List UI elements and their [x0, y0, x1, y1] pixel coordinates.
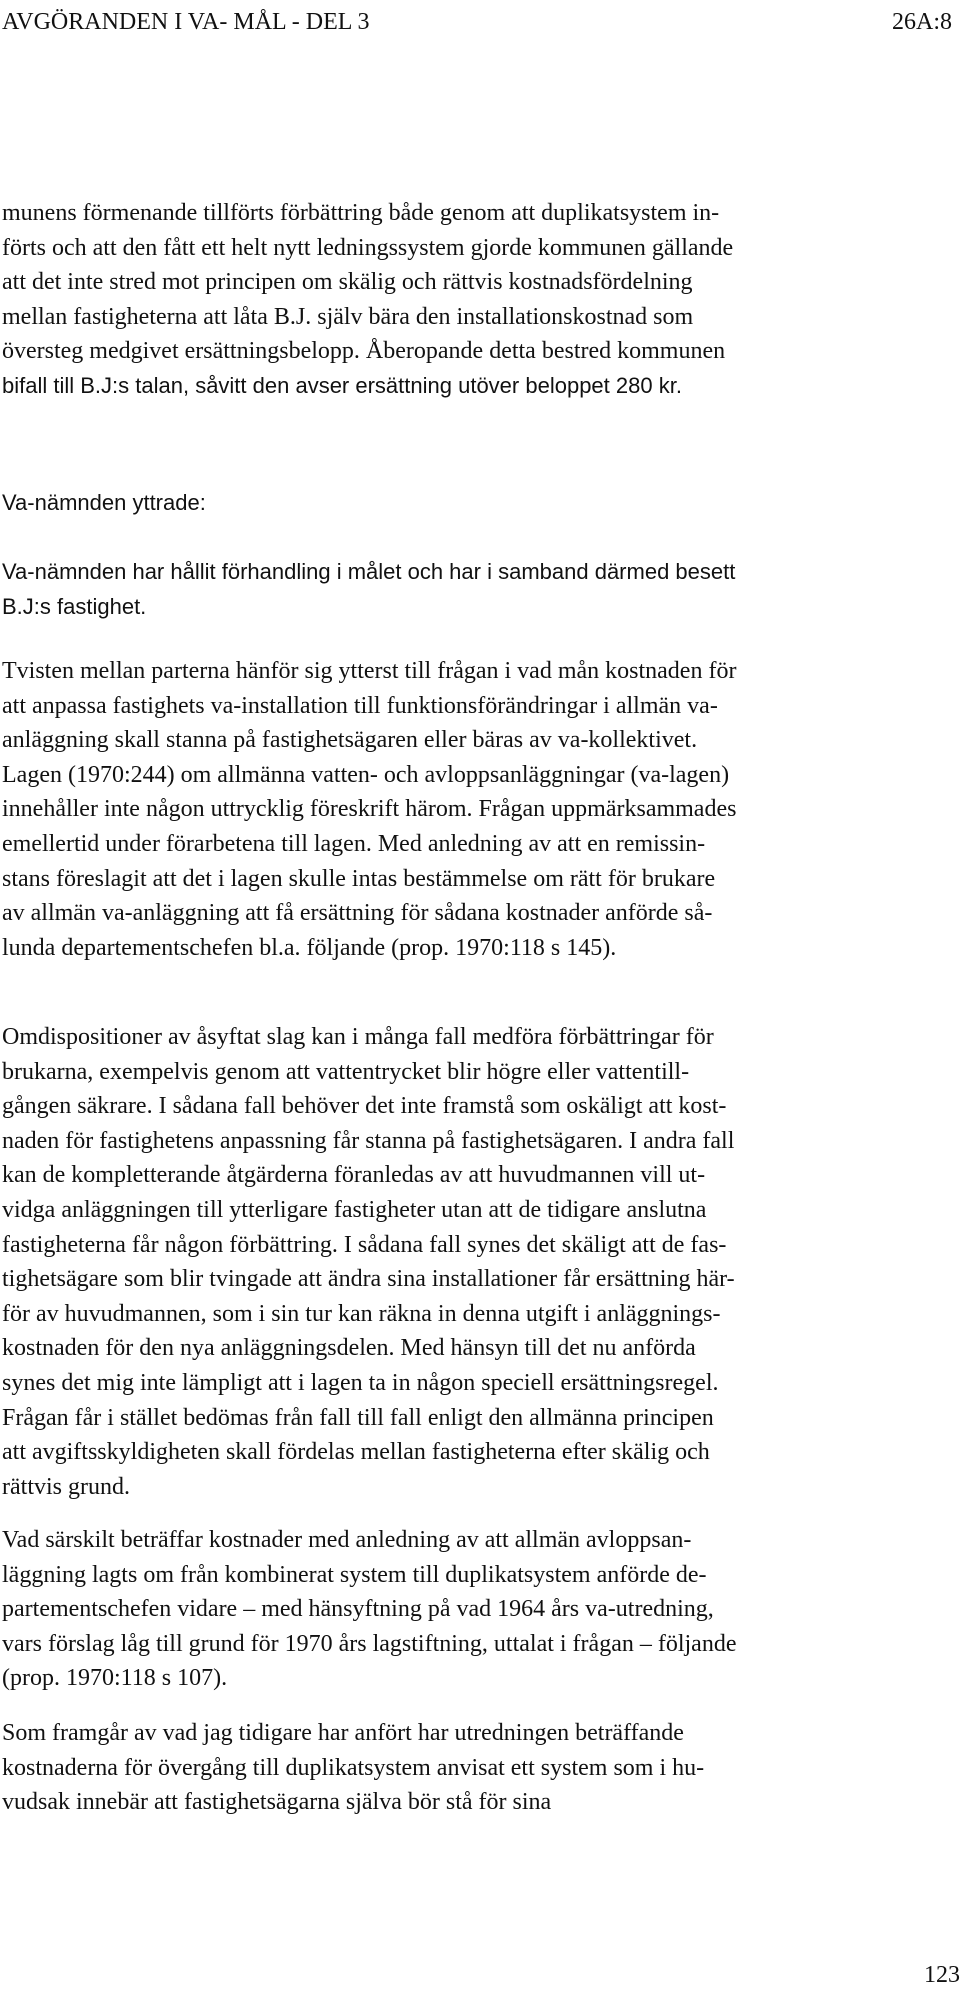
text-line: Va-nämnden har hållit förhandling i målet och har i samband därmed besett — [2, 559, 736, 584]
paragraph-6 — [2, 1716, 948, 1820]
text-line: att anpassa fastighets va-installation till funktionsförändringar i allmän va- — [2, 692, 718, 719]
text-line: kan de kompletterande åtgärderna föranledas av att huvudmannen vill ut- — [2, 1162, 706, 1189]
text-line: Tvisten mellan parterna hänför sig ytterst till frågan i vad mån kostnaden för — [2, 658, 737, 684]
paragraph-3 — [2, 654, 948, 965]
running-title: AVGÖRANDEN I VA- MÅL - DEL 3 — [2, 9, 370, 35]
page-header — [0, 4, 952, 40]
text-line: rättvis grund. — [2, 1473, 130, 1500]
text-line: vudsak innebär att fastighetsägarna själva bör stå för sina — [2, 1789, 552, 1816]
text-line: gången säkrare. I sådana fall behöver det inte framstå som oskäligt att kost- — [2, 1093, 727, 1120]
text-line: Lagen (1970:244) om allmänna vatten- och avloppsanläggningar (va-lagen) — [2, 761, 730, 788]
text-line: att avgiftsskyldigheten skall fördelas mellan fastigheterna efter skälig och — [2, 1439, 710, 1466]
text-line: Frågan får i stället bedömas från fall till fall enligt den allmänna principen — [2, 1404, 714, 1431]
text-line: emellertid under förarbetena till lagen. Med anledning av att en remissin- — [2, 830, 706, 857]
text-line: tighetsägare som blir tvingade att ändra sina installationer får ersättning här- — [2, 1266, 735, 1293]
text-line: munens förmenande tillförts förbättring både genom att duplikatsystem in- — [2, 200, 720, 226]
text-line: av allmän va-anläggning att få ersättning för sådana kostnader anförde så- — [2, 900, 713, 927]
text-line: partementschefen vidare – med hänsyftning på vad 1964 års va-utredning, — [2, 1596, 714, 1623]
paragraph-1 — [2, 196, 948, 404]
paragraph-4-quotation — [2, 1020, 948, 1504]
text-line: kostnaden för den nya anläggningsdelen. Med hänsyn till det nu anförda — [2, 1335, 696, 1362]
text-line: innehåller inte någon uttrycklig föreskrift härom. Frågan uppmärksammades — [2, 796, 737, 823]
text-line: stans föreslagit att det i lagen skulle intas bestämmelse om rätt för brukare — [2, 865, 716, 892]
text-line: brukarna, exempelvis genom att vattentrycket blir högre eller vattentill- — [2, 1058, 690, 1085]
text-line: Som framgår av vad jag tidigare har anfört har utredningen beträffande — [2, 1720, 684, 1746]
text-line: för av huvudmannen, som i sin tur kan räkna in denna utgift i anläggnings- — [2, 1300, 721, 1327]
text-line: (prop. 1970:118 s 107). — [2, 1665, 228, 1692]
text-line: kostnaderna för övergång till duplikatsystem anvisat ett system som i hu- — [2, 1754, 705, 1781]
text-line: mellan fastigheterna att låta B.J. själv bära den installationskostnad som — [2, 303, 694, 330]
text-line: anläggning skall stanna på fastighetsägaren eller bäras av va-kollektivet. — [2, 727, 698, 754]
text-line: fastigheterna får någon förbättring. I sådana fall synes det skäligt att de fas- — [2, 1231, 727, 1258]
text-line: läggning lagts om från kombinerat system till duplikatsystem anförde de- — [2, 1561, 707, 1588]
text-line: lunda departementschefen bl.a. följande (prop. 1970:118 s 145). — [2, 934, 617, 961]
text-line: bifall till B.J:s talan, såvitt den avser ersättning utöver beloppet 280 kr. — [2, 372, 682, 398]
text-line: naden för fastighetens anpassning får stanna på fastighetsägaren. I andra fall — [2, 1127, 735, 1154]
text-line: att det inte stred mot principen om skälig och rättvis kostnadsfördelning — [2, 269, 693, 296]
paragraph-5 — [2, 1523, 948, 1696]
text-line: synes det mig inte lämpligt att i lagen ta in någon speciell ersättningsregel. — [2, 1369, 719, 1396]
text-line: B.J:s fastighet. — [2, 593, 147, 619]
paragraph-2 — [2, 555, 948, 624]
text-line: Vad särskilt beträffar kostnader med anledning av att allmän avloppsan- — [2, 1527, 692, 1553]
section-code: 26A:8 — [892, 9, 952, 35]
text-line: översteg medgivet ersättningsbelopp. Åberopande detta bestred kommunen — [2, 338, 726, 365]
text-line: Omdispositioner av åsyftat slag kan i många fall medföra förbättringar för — [2, 1024, 714, 1050]
text-line: förts och att den fått ett helt nytt ledningssystem gjorde kommunen gällande — [2, 234, 734, 261]
page-number: 123 — [924, 1962, 960, 1988]
text-line: vidga anläggningen till ytterligare fastigheter utan att de tidigare anslutna — [2, 1196, 707, 1223]
text-line: vars förslag låg till grund för 1970 års lagstiftning, uttalat i frågan – följande — [2, 1630, 737, 1657]
section-heading: Va-nämnden yttrade: — [2, 490, 206, 515]
